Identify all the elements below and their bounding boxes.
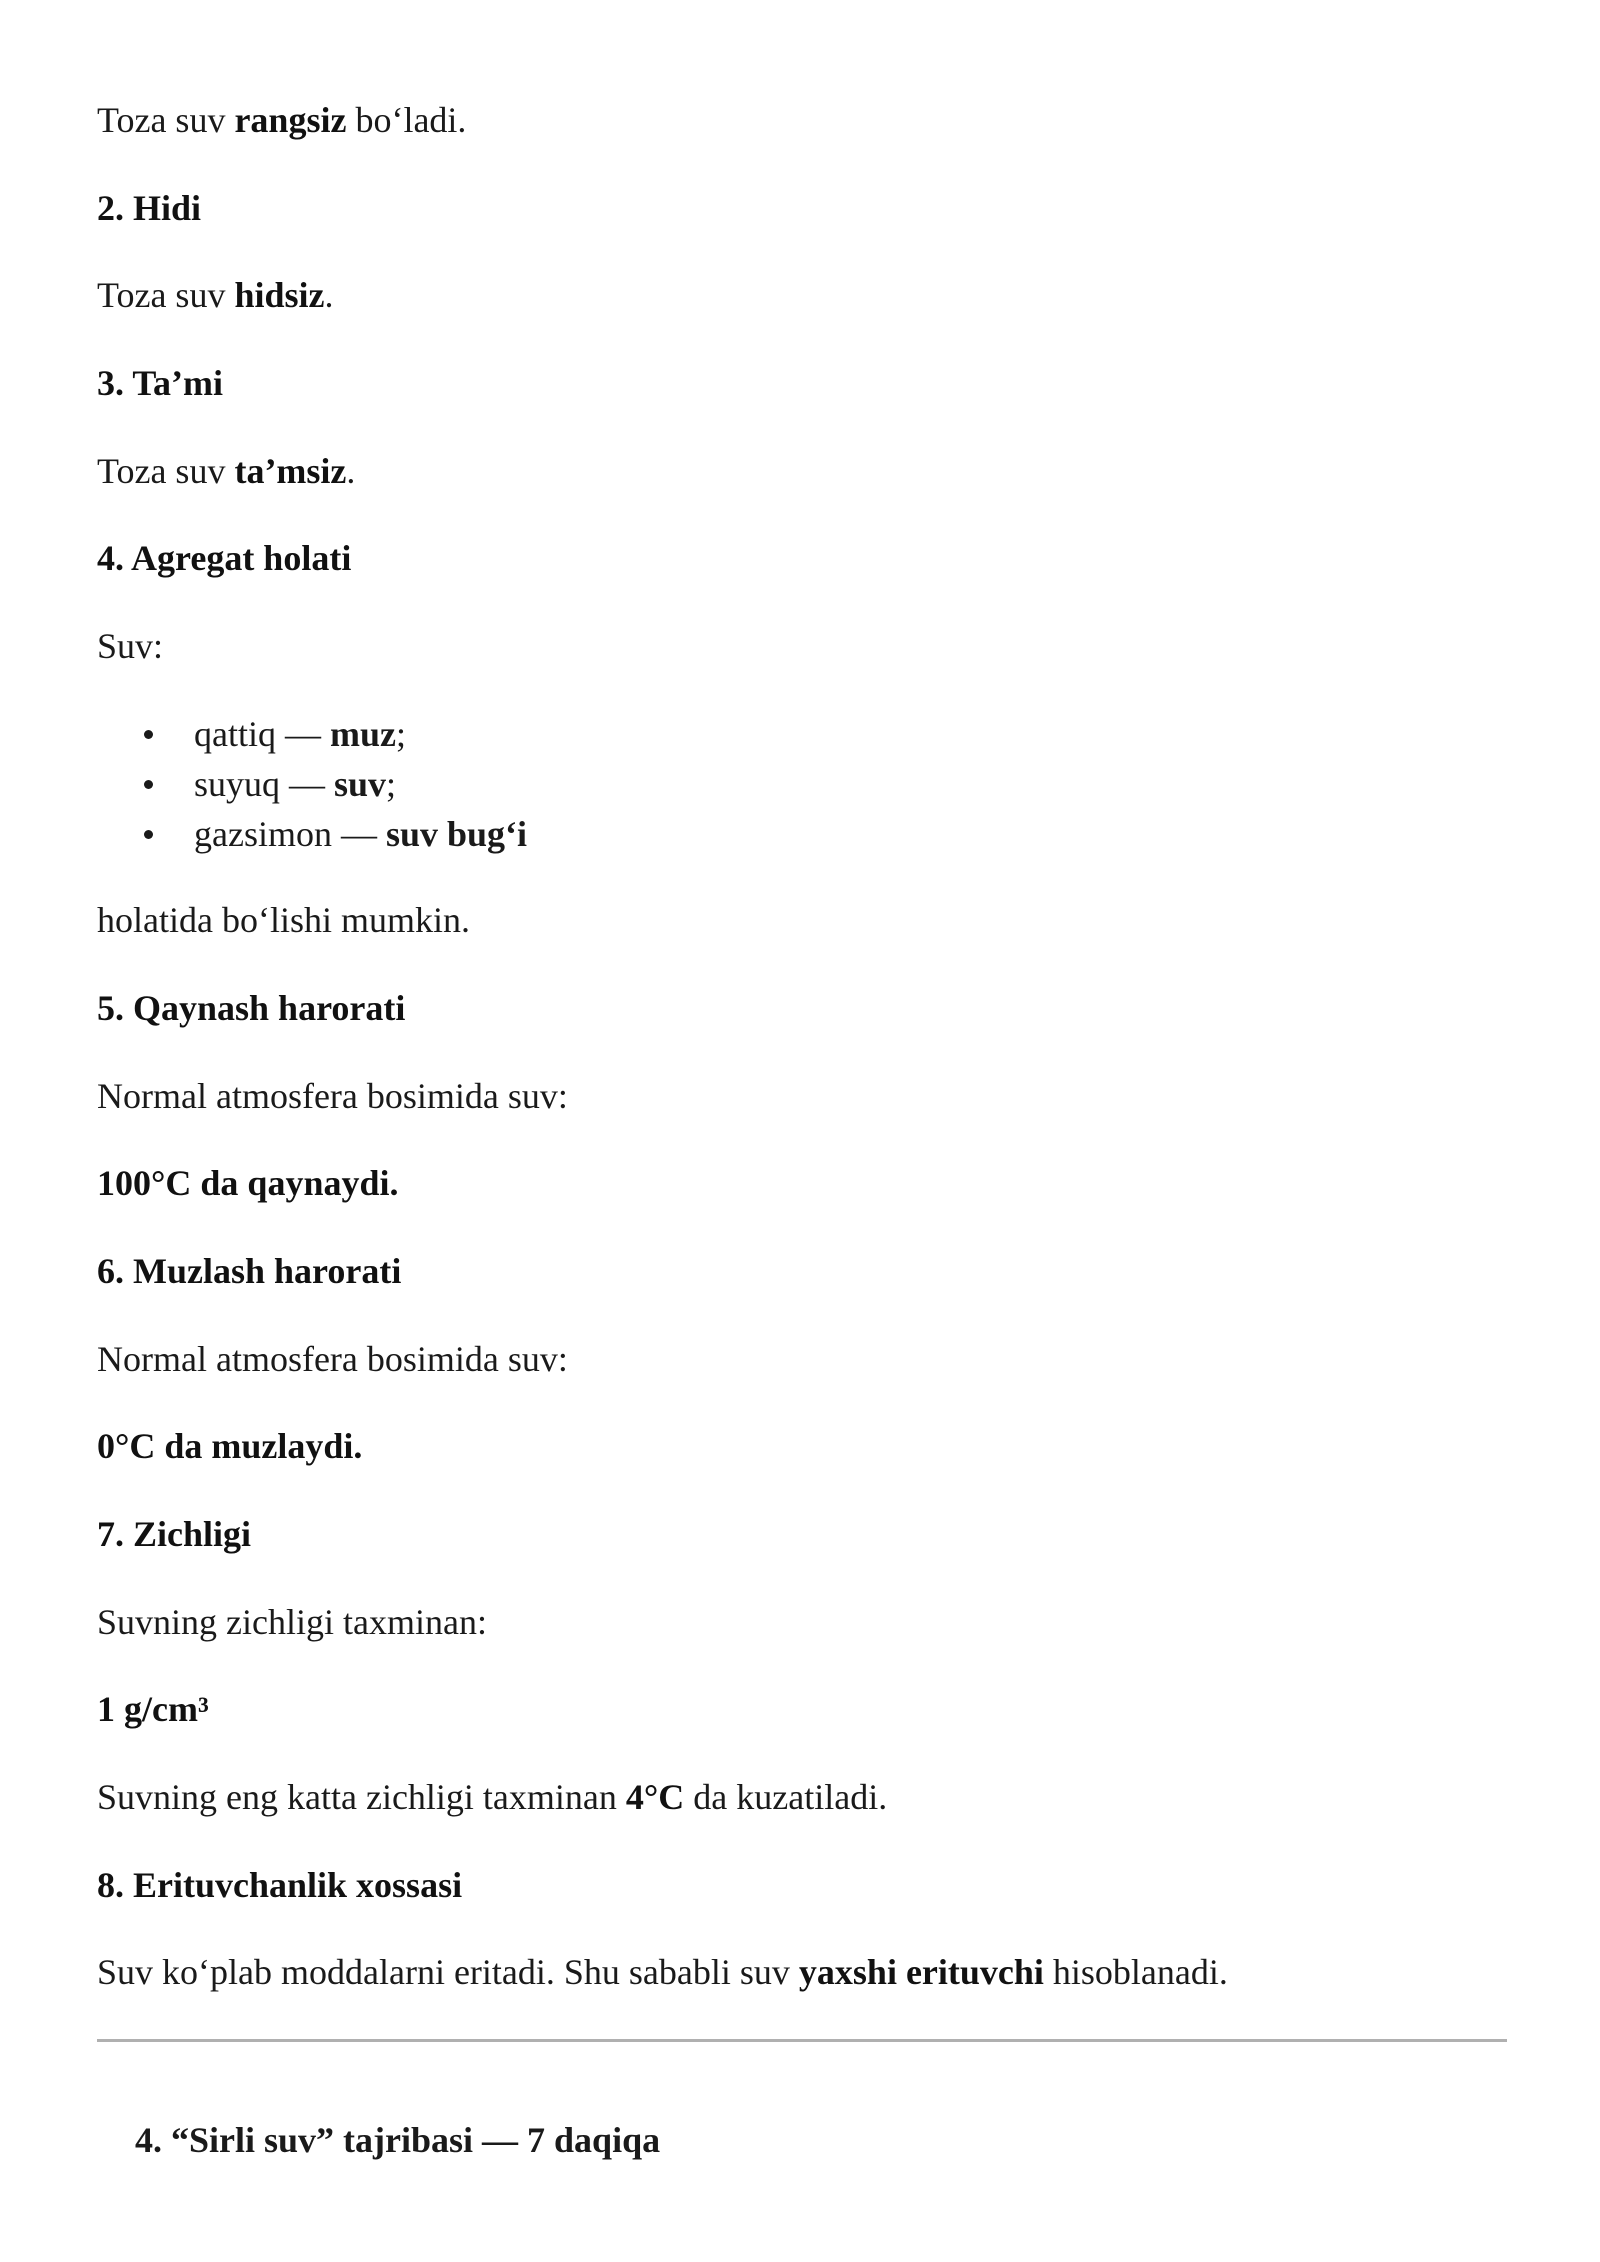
solvent-text-lead: Suv ko‘plab moddalarni eritadi. Shu sababli suv: [97, 1952, 799, 1992]
density-note: [97, 1775, 887, 1819]
state-name: suv bug‘i: [385, 814, 528, 854]
smell-heading: [97, 186, 201, 230]
taste-heading-text: 3. Ta’mi: [97, 363, 224, 403]
taste-text-lead: Toza suv: [97, 451, 235, 491]
density-intro: Suvning zichligi taxminan:: [97, 1602, 487, 1642]
density-value: [97, 1687, 209, 1731]
solvent-heading: [97, 1863, 462, 1907]
color-text-tail: bo‘ladi.: [346, 100, 467, 140]
taste-text-key: ta’msiz: [234, 451, 347, 491]
state-heading: [97, 536, 351, 580]
state-outro: holatida bo‘lishi mumkin.: [97, 900, 470, 940]
state-label: suyuq —: [194, 764, 335, 804]
state-heading-text: 4. Agregat holati: [97, 538, 352, 578]
bullet-icon: [144, 730, 153, 739]
bullet-icon: [144, 780, 153, 789]
smell-text-lead: Toza suv: [97, 275, 235, 315]
boil-heading-text: 5. Qaynash harorati: [97, 988, 406, 1028]
state-label: gazsimon —: [194, 814, 386, 854]
boil-value-text: 100°C da qaynaydi.: [97, 1163, 399, 1203]
solvent-text-tail: hisoblanadi.: [1043, 1952, 1228, 1992]
density-heading: [97, 1512, 251, 1556]
horizontal-divider: [97, 2039, 1507, 2042]
taste-text-tail: .: [346, 451, 356, 491]
state-intro: Suv:: [97, 626, 164, 666]
taste-paragraph: [97, 449, 355, 493]
density-heading-text: 7. Zichligi: [97, 1514, 252, 1554]
bullet-icon: [144, 830, 153, 839]
density-note-key: 4°C: [625, 1777, 685, 1817]
color-text-lead: Toza suv: [97, 100, 235, 140]
density-note-lead: Suvning eng katta zichligi taxminan: [97, 1777, 626, 1817]
density-note-tail: da kuzatiladi.: [684, 1777, 888, 1817]
freeze-value-text: 0°C da muzlaydi.: [97, 1426, 363, 1466]
solvent-text-key: yaxshi erituvchi: [798, 1952, 1044, 1992]
smell-paragraph: [97, 273, 334, 317]
smell-text-key: hidsiz: [234, 275, 325, 315]
freeze-value: [97, 1424, 362, 1468]
freeze-heading: [97, 1249, 401, 1293]
color-paragraph: [97, 98, 466, 142]
boil-heading: [97, 986, 405, 1030]
state-name: suv: [334, 764, 387, 804]
state-name: muz: [329, 714, 396, 754]
density-value-text: 1 g/cm³: [97, 1689, 209, 1729]
state-label: qattiq —: [194, 714, 330, 754]
list-item: [97, 759, 527, 809]
freeze-intro: Normal atmosfera bosimida suv:: [97, 1339, 568, 1379]
boil-intro: Normal atmosfera bosimida suv:: [97, 1076, 568, 1116]
solvent-heading-text: 8. Erituvchanlik xossasi: [97, 1865, 463, 1905]
state-punct: ;: [386, 764, 397, 804]
boil-value: [97, 1161, 398, 1205]
solvent-paragraph: [97, 1950, 1228, 1994]
state-list: [97, 709, 527, 859]
list-item: [97, 809, 527, 859]
color-text-key: rangsiz: [234, 100, 347, 140]
state-punct: ;: [395, 714, 406, 754]
freeze-heading-text: 6. Muzlash harorati: [97, 1251, 402, 1291]
taste-heading: [97, 361, 223, 405]
smell-heading-text: 2. Hidi: [97, 188, 202, 228]
section-heading: 4. “Sirli suv” tajribasi — 7 daqiqa: [135, 2120, 661, 2160]
smell-text-tail: .: [324, 275, 334, 315]
list-item: [97, 709, 527, 759]
